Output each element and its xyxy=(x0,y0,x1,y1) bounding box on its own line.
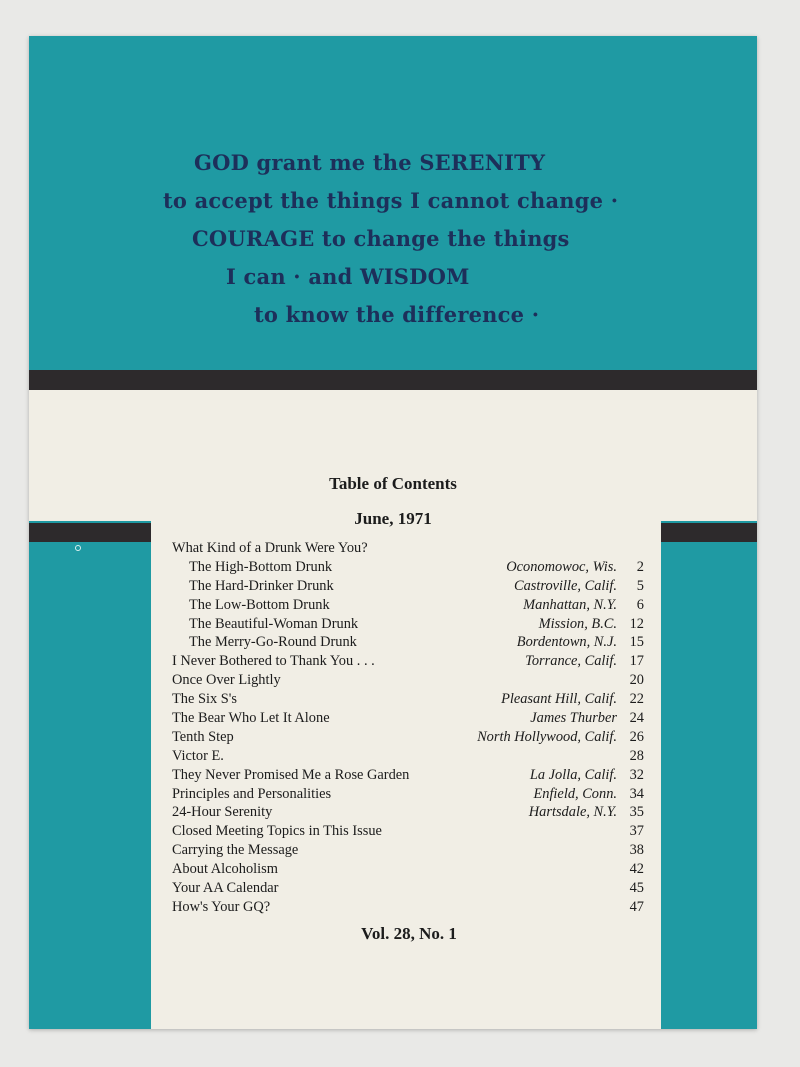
toc-entry xyxy=(172,767,644,786)
toc-entry-location: Pleasant Hill, Calif. xyxy=(501,691,617,708)
toc-entry-page: 47 xyxy=(629,898,644,915)
toc-entry-location: Castroville, Calif. xyxy=(513,577,617,594)
toc-entry-page: 32 xyxy=(629,766,644,783)
toc-entry-title: Carrying the Message xyxy=(172,842,299,859)
prayer-line-1: GOD grant me the SERENITY xyxy=(194,150,546,175)
toc-entry-title: Your AA Calendar xyxy=(172,880,279,897)
toc-entry-location: Enfield, Conn. xyxy=(533,785,617,802)
toc-entry xyxy=(172,653,644,672)
toc-entry-title: The High-Bottom Drunk xyxy=(189,558,333,575)
volume-number: Vol. 28, No. 1 xyxy=(361,924,457,943)
toc-entry xyxy=(172,578,644,597)
toc-entry xyxy=(172,786,644,805)
divider-bar xyxy=(29,370,757,390)
prayer-line-3: COURAGE to change the things xyxy=(192,226,570,251)
magazine-back-cover xyxy=(29,36,757,1029)
toc-entry-title: The Merry-Go-Round Drunk xyxy=(189,634,357,651)
toc-entry-location: Oconomowoc, Wis. xyxy=(506,558,617,575)
toc-entry-location: James Thurber xyxy=(530,710,617,727)
toc-entry xyxy=(172,597,644,616)
toc-entry-page: 38 xyxy=(629,842,644,859)
toc-entry-title: Closed Meeting Topics in This Issue xyxy=(172,823,382,840)
toc-entry-page: 22 xyxy=(629,691,644,708)
toc-entry-location: Bordentown, N.J. xyxy=(516,634,617,651)
toc-entry xyxy=(172,842,644,861)
toc-date: June, 1971 xyxy=(354,509,432,528)
toc-entry-location: Manhattan, N.Y. xyxy=(523,596,617,613)
toc-entry xyxy=(172,691,644,710)
toc-entry-title: What Kind of a Drunk Were You? xyxy=(172,540,368,556)
toc-entry-title: The Six S's xyxy=(172,691,237,708)
prayer-line-5: to know the difference · xyxy=(254,302,540,327)
decorative-dot xyxy=(75,545,81,551)
serenity-prayer xyxy=(29,36,757,371)
toc-entry-page: 2 xyxy=(636,558,644,575)
toc-entry-page: 24 xyxy=(629,710,644,727)
toc-entry-title: Principles and Personalities xyxy=(172,785,332,802)
toc-entry xyxy=(172,634,644,653)
toc-entry-location: La Jolla, Calif. xyxy=(529,766,617,783)
toc-entry-title: How's Your GQ? xyxy=(172,898,271,915)
toc-entry xyxy=(172,861,644,880)
toc-entry xyxy=(172,710,644,729)
toc-entry-page: 5 xyxy=(636,577,644,594)
toc-entry xyxy=(172,616,644,635)
toc-entry-title: The Low-Bottom Drunk xyxy=(189,596,330,613)
toc-entry xyxy=(172,748,644,767)
toc-heading: Table of Contents xyxy=(329,474,457,493)
toc-entry xyxy=(172,540,644,559)
toc-entry-page: 15 xyxy=(629,634,644,651)
toc-entry xyxy=(172,559,644,578)
toc-entry xyxy=(172,804,644,823)
prayer-line-2: to accept the things I cannot change · xyxy=(163,188,619,213)
toc-entry-title: I Never Bothered to Thank You . . . xyxy=(172,653,375,670)
contents-panel-top xyxy=(29,390,757,521)
toc-entry-title: Victor E. xyxy=(172,747,224,764)
toc-entry xyxy=(172,899,644,918)
toc-entry-page: 42 xyxy=(629,861,644,878)
toc-list xyxy=(172,540,644,918)
toc-entry xyxy=(172,880,644,899)
toc-entry-title: About Alcoholism xyxy=(172,861,278,878)
toc-entry-page: 6 xyxy=(636,596,644,613)
toc-entry-page: 26 xyxy=(629,728,644,745)
toc-entry-title: The Hard-Drinker Drunk xyxy=(189,577,334,594)
toc-entry-location: Mission, B.C. xyxy=(538,615,617,632)
toc-entry-page: 35 xyxy=(629,804,644,821)
toc-entry-page: 17 xyxy=(629,653,644,670)
toc-entry-location: Torrance, Calif. xyxy=(525,653,617,670)
toc-entry-page: 12 xyxy=(629,615,644,632)
toc-entry-title: The Beautiful-Woman Drunk xyxy=(189,615,359,632)
toc-entry xyxy=(172,823,644,842)
prayer-line-4: I can · and WISDOM xyxy=(226,264,470,289)
toc-entry-page: 37 xyxy=(629,823,644,840)
toc-entry-page: 28 xyxy=(629,747,644,764)
toc-entry-title: Once Over Lightly xyxy=(172,672,281,689)
toc-entry xyxy=(172,672,644,691)
toc-entry-title: Tenth Step xyxy=(172,728,234,745)
toc-entry-location: North Hollywood, Calif. xyxy=(477,728,617,745)
toc-entry-title: They Never Promised Me a Rose Garden xyxy=(172,766,410,783)
toc-entry-location: Hartsdale, N.Y. xyxy=(528,804,617,821)
toc-entry xyxy=(172,729,644,748)
toc-entry-page: 34 xyxy=(629,785,644,802)
toc-entry-title: 24-Hour Serenity xyxy=(172,804,273,821)
toc-entry-page: 20 xyxy=(629,672,644,689)
toc-entry-title: The Bear Who Let It Alone xyxy=(172,710,330,727)
toc-entry-page: 45 xyxy=(629,880,644,897)
